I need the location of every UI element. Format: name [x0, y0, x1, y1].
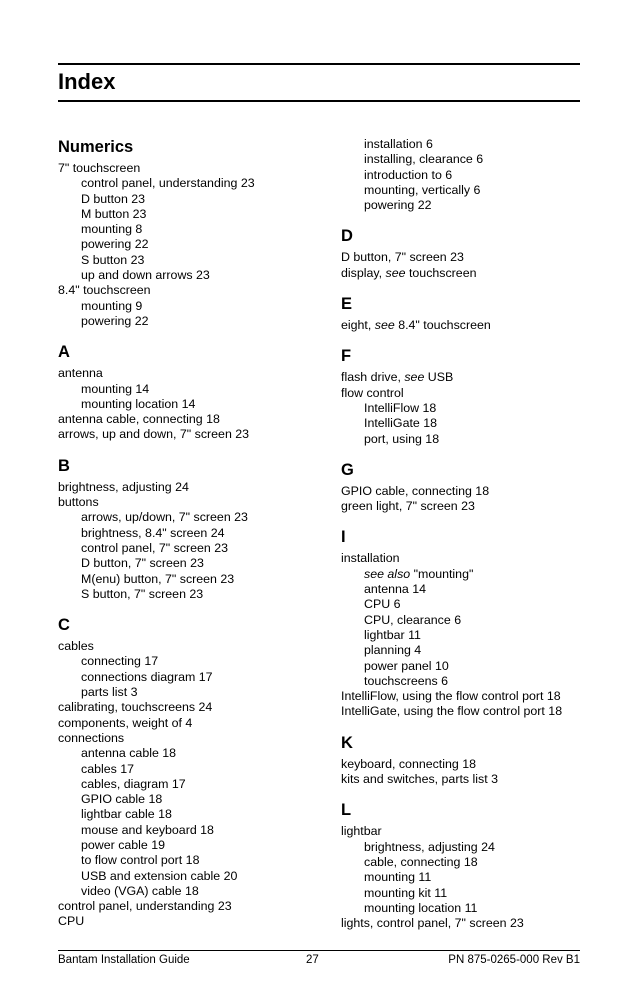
entry-text: flash drive, — [341, 370, 405, 385]
index-subentry: port, using 18 — [364, 431, 440, 446]
section-letter: E — [341, 295, 353, 314]
index-subentry: powering 22 — [81, 237, 149, 252]
entry-text: touchscreen — [405, 265, 477, 280]
index-entry: arrows, up and down, 7" screen 23 — [58, 427, 250, 442]
index-entry: cables — [58, 639, 94, 654]
index-section — [58, 456, 328, 602]
index-subentry: cable, connecting 18 — [364, 854, 478, 869]
section-letter: I — [341, 528, 346, 547]
index-subentry: lightbar 11 — [364, 627, 421, 642]
top-rule — [58, 63, 580, 65]
index-subentry: M button 23 — [81, 206, 147, 221]
index-subentry: S button 23 — [81, 252, 145, 267]
index-subentry: mounting 8 — [81, 222, 143, 237]
section-letter: Numerics — [58, 138, 134, 156]
index-subentry: connections diagram 17 — [81, 669, 213, 684]
index-section — [341, 346, 611, 446]
index-subentry: cables, diagram 17 — [81, 776, 186, 791]
index-entry: installation — [341, 551, 400, 566]
index-entry: CPU — [58, 914, 85, 929]
index-column-left — [58, 137, 328, 943]
index-subentry: cables 17 — [81, 761, 135, 776]
index-subentry: arrows, up/down, 7" screen 23 — [81, 510, 248, 525]
index-entry: connections — [58, 730, 125, 745]
footer-part-number: PN 875-0265-000 Rev B1 — [448, 954, 580, 966]
index-subentry: introduction to 6 — [364, 167, 453, 182]
index-subentry: D button 23 — [81, 191, 146, 206]
index-subentry: antenna 14 — [364, 582, 427, 597]
index-subentry: video (VGA) cable 18 — [81, 883, 199, 898]
index-subentry: touchscreens 6 — [364, 673, 449, 688]
section-letter: B — [58, 456, 70, 475]
section-letter: G — [341, 460, 354, 479]
see-reference: see — [404, 370, 425, 385]
section-letter: F — [341, 347, 352, 366]
index-subentry: connecting 17 — [81, 654, 159, 669]
see-reference: see — [385, 265, 406, 280]
see-reference: see also — [364, 566, 411, 581]
index-subentry: installation 6 — [364, 137, 433, 151]
section-letter: L — [341, 801, 352, 820]
index-entry: IntelliGate, using the flow control port 18 — [341, 704, 563, 719]
entry-text: 8.4" touchscreen — [394, 318, 491, 333]
index-entry: IntelliFlow, using the flow control port 18 — [341, 689, 561, 704]
continued-entries — [341, 137, 611, 213]
index-entry: calibrating, touchscreens 24 — [58, 700, 213, 715]
section-letter: K — [341, 733, 353, 752]
index-subentry: mouse and keyboard 18 — [81, 822, 214, 837]
index-subentry: powering 22 — [364, 198, 432, 213]
index-subentry: power panel 10 — [364, 658, 449, 673]
index-entry: GPIO cable, connecting 18 — [341, 483, 490, 498]
index-subentry: mounting 14 — [81, 381, 150, 396]
index-entry: kits and switches, parts list 3 — [341, 772, 499, 787]
index-subentry: USB and extension cable 20 — [81, 868, 238, 883]
index-subentry: IntelliFlow 18 — [364, 400, 437, 415]
index-entry: brightness, adjusting 24 — [58, 479, 189, 494]
index-subentry: GPIO cable 18 — [81, 792, 163, 807]
footer-rule — [58, 950, 580, 951]
index-subentry: D button, 7" screen 23 — [81, 556, 204, 571]
index-subentry: control panel, understanding 23 — [81, 176, 255, 191]
footer-doc-title: Bantam Installation Guide — [58, 954, 190, 966]
index-section — [341, 294, 611, 333]
index-subentry: antenna cable 18 — [81, 746, 177, 761]
index-section — [341, 226, 611, 281]
index-entry: D button, 7" screen 23 — [341, 250, 464, 265]
index-subentry: planning 4 — [364, 643, 422, 658]
index-entry: keyboard, connecting 18 — [341, 756, 477, 771]
index-entry — [341, 266, 611, 281]
index-subentry: lightbar cable 18 — [81, 807, 172, 822]
index-section — [58, 615, 328, 930]
index-column-right — [341, 137, 611, 944]
index-entry: lightbar — [341, 824, 382, 839]
entry-text: "mounting" — [410, 566, 474, 581]
index-entry: antenna — [58, 366, 103, 381]
index-subentry: mounting kit 11 — [364, 885, 448, 900]
index-subentry: mounting, vertically 6 — [364, 182, 481, 197]
index-entry: antenna cable, connecting 18 — [58, 412, 220, 427]
section-letter: A — [58, 343, 70, 362]
index-entry — [341, 370, 611, 385]
index-entry: 8.4" touchscreen — [58, 283, 151, 298]
index-entry: 7" touchscreen — [58, 161, 141, 175]
index-section — [341, 800, 611, 931]
index-subentry: mounting 11 — [364, 870, 432, 885]
index-subentry: mounting location 14 — [81, 396, 196, 411]
index-subentry: IntelliGate 18 — [364, 416, 438, 431]
section-letter: D — [341, 227, 353, 246]
index-subentry: control panel, 7" screen 23 — [81, 540, 228, 555]
see-reference: see — [374, 318, 395, 333]
index-entry: lights, control panel, 7" screen 23 — [341, 916, 524, 931]
index-subentry: CPU, clearance 6 — [364, 612, 462, 627]
index-subentry: up and down arrows 23 — [81, 268, 210, 283]
index-section — [58, 342, 328, 442]
index-subentry: mounting 9 — [81, 298, 143, 313]
index-subentry: installing, clearance 6 — [364, 152, 484, 167]
index-subentry: CPU 6 — [364, 597, 401, 612]
index-entry — [341, 318, 611, 333]
index-subentry: M(enu) button, 7" screen 23 — [81, 571, 235, 586]
page-title: Index — [58, 69, 116, 94]
entry-text: display, — [341, 265, 386, 280]
index-entry: control panel, understanding 23 — [58, 899, 232, 914]
index-subentry: power cable 19 — [81, 837, 166, 852]
index-entry: components, weight of 4 — [58, 715, 193, 730]
footer-page-number: 27 — [306, 954, 319, 966]
index-subentry: mounting location 11 — [364, 900, 478, 915]
index-subentry: brightness, 8.4" screen 24 — [81, 525, 225, 540]
index-subentry: S button, 7" screen 23 — [81, 586, 204, 601]
index-section — [58, 137, 328, 329]
index-subentry: parts list 3 — [81, 685, 138, 700]
index-entry: buttons — [58, 495, 99, 510]
index-section — [341, 733, 611, 788]
index-entry: flow control — [341, 385, 404, 400]
index-subentry — [341, 567, 611, 582]
entry-text: USB — [424, 370, 454, 385]
index-subentry: to flow control port 18 — [81, 853, 200, 868]
index-section — [341, 527, 611, 719]
index-section — [341, 460, 611, 515]
index-entry: green light, 7" screen 23 — [341, 499, 475, 514]
index-subentry: powering 22 — [81, 313, 149, 328]
title-rule — [58, 100, 580, 102]
index-subentry: brightness, adjusting 24 — [364, 839, 495, 854]
section-letter: C — [58, 616, 70, 635]
entry-text: eight, — [341, 318, 375, 333]
